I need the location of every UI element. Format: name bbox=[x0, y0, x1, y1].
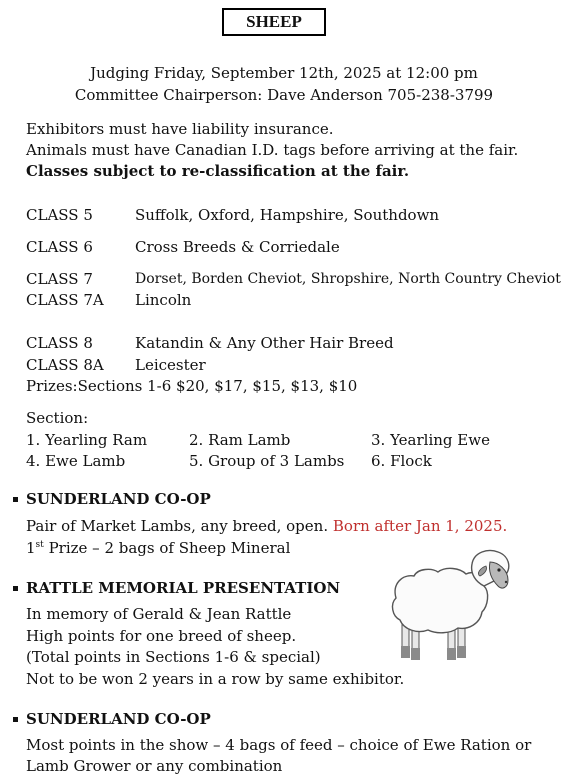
prize-rank-suffix: st bbox=[35, 540, 44, 550]
bullet-icon bbox=[13, 717, 18, 722]
sheep-icon bbox=[388, 540, 516, 668]
section-item: 3. Yearling Ewe bbox=[371, 431, 490, 449]
special-line: In memory of Gerald & Jean Rattle bbox=[26, 605, 292, 623]
special-line: Most points in the show – 4 bags of feed – choice of Ewe Ration or bbox=[26, 736, 532, 754]
special-prize bbox=[26, 539, 290, 557]
special-line bbox=[26, 517, 507, 535]
class-label: CLASS 7 bbox=[26, 270, 93, 288]
class-label: CLASS 8 bbox=[26, 334, 93, 352]
bullet-icon bbox=[13, 586, 18, 591]
class-desc: Katandin & Any Other Hair Breed bbox=[135, 334, 394, 352]
committee-chair: Committee Chairperson: Dave Anderson 705-238-3799 bbox=[74, 86, 494, 104]
class-label: CLASS 7A bbox=[26, 291, 104, 309]
prize-rank: 1 bbox=[26, 539, 36, 557]
section-item: 1. Yearling Ram bbox=[26, 431, 148, 449]
class-label: CLASS 6 bbox=[26, 238, 93, 256]
class-label: CLASS 8A bbox=[26, 356, 104, 374]
special-heading: SUNDERLAND CO-OP bbox=[26, 710, 211, 728]
class-desc: Lincoln bbox=[135, 291, 192, 309]
bullet-icon bbox=[13, 497, 18, 502]
special-date-note: Born after Jan 1, 2025. bbox=[332, 517, 508, 535]
section-item: 5. Group of 3 Lambs bbox=[189, 452, 345, 470]
class-label: CLASS 5 bbox=[26, 206, 93, 224]
section-item: 6. Flock bbox=[371, 452, 432, 470]
special-heading: RATTLE MEMORIAL PRESENTATION bbox=[26, 579, 341, 597]
page-title: SHEEP bbox=[222, 8, 326, 36]
rule-id-tags: Animals must have Canadian I.D. tags before arriving at the fair. bbox=[26, 141, 519, 159]
prize-desc: Prize – 2 bags of Sheep Mineral bbox=[43, 539, 291, 557]
section-item: 4. Ewe Lamb bbox=[26, 452, 126, 470]
section-label: Section: bbox=[26, 409, 89, 427]
special-line: Not to be won 2 years in a row by same exhibitor. bbox=[26, 670, 405, 688]
rule-reclassification: Classes subject to re-classification at the fair. bbox=[26, 162, 410, 180]
special-text: Pair of Market Lambs, any breed, open. bbox=[26, 517, 329, 535]
class-desc: Leicester bbox=[135, 356, 206, 374]
class-desc: Dorset, Borden Cheviot, Shropshire, North Country Cheviot bbox=[135, 271, 561, 287]
special-heading: SUNDERLAND CO-OP bbox=[26, 490, 211, 508]
section-item: 2. Ram Lamb bbox=[189, 431, 291, 449]
class-desc: Cross Breeds & Corriedale bbox=[135, 238, 340, 256]
special-line: (Total points in Sections 1-6 & special) bbox=[26, 648, 321, 666]
rule-insurance: Exhibitors must have liability insurance. bbox=[26, 120, 334, 138]
judging-info: Judging Friday, September 12th, 2025 at 12:00 pm bbox=[90, 64, 478, 82]
special-line: High points for one breed of sheep. bbox=[26, 627, 297, 645]
class-desc: Suffolk, Oxford, Hampshire, Southdown bbox=[135, 206, 440, 224]
special-line: Lamb Grower or any combination bbox=[26, 757, 283, 775]
prizes: Prizes:Sections 1-6 $20, $17, $15, $13, $10 bbox=[26, 377, 358, 395]
